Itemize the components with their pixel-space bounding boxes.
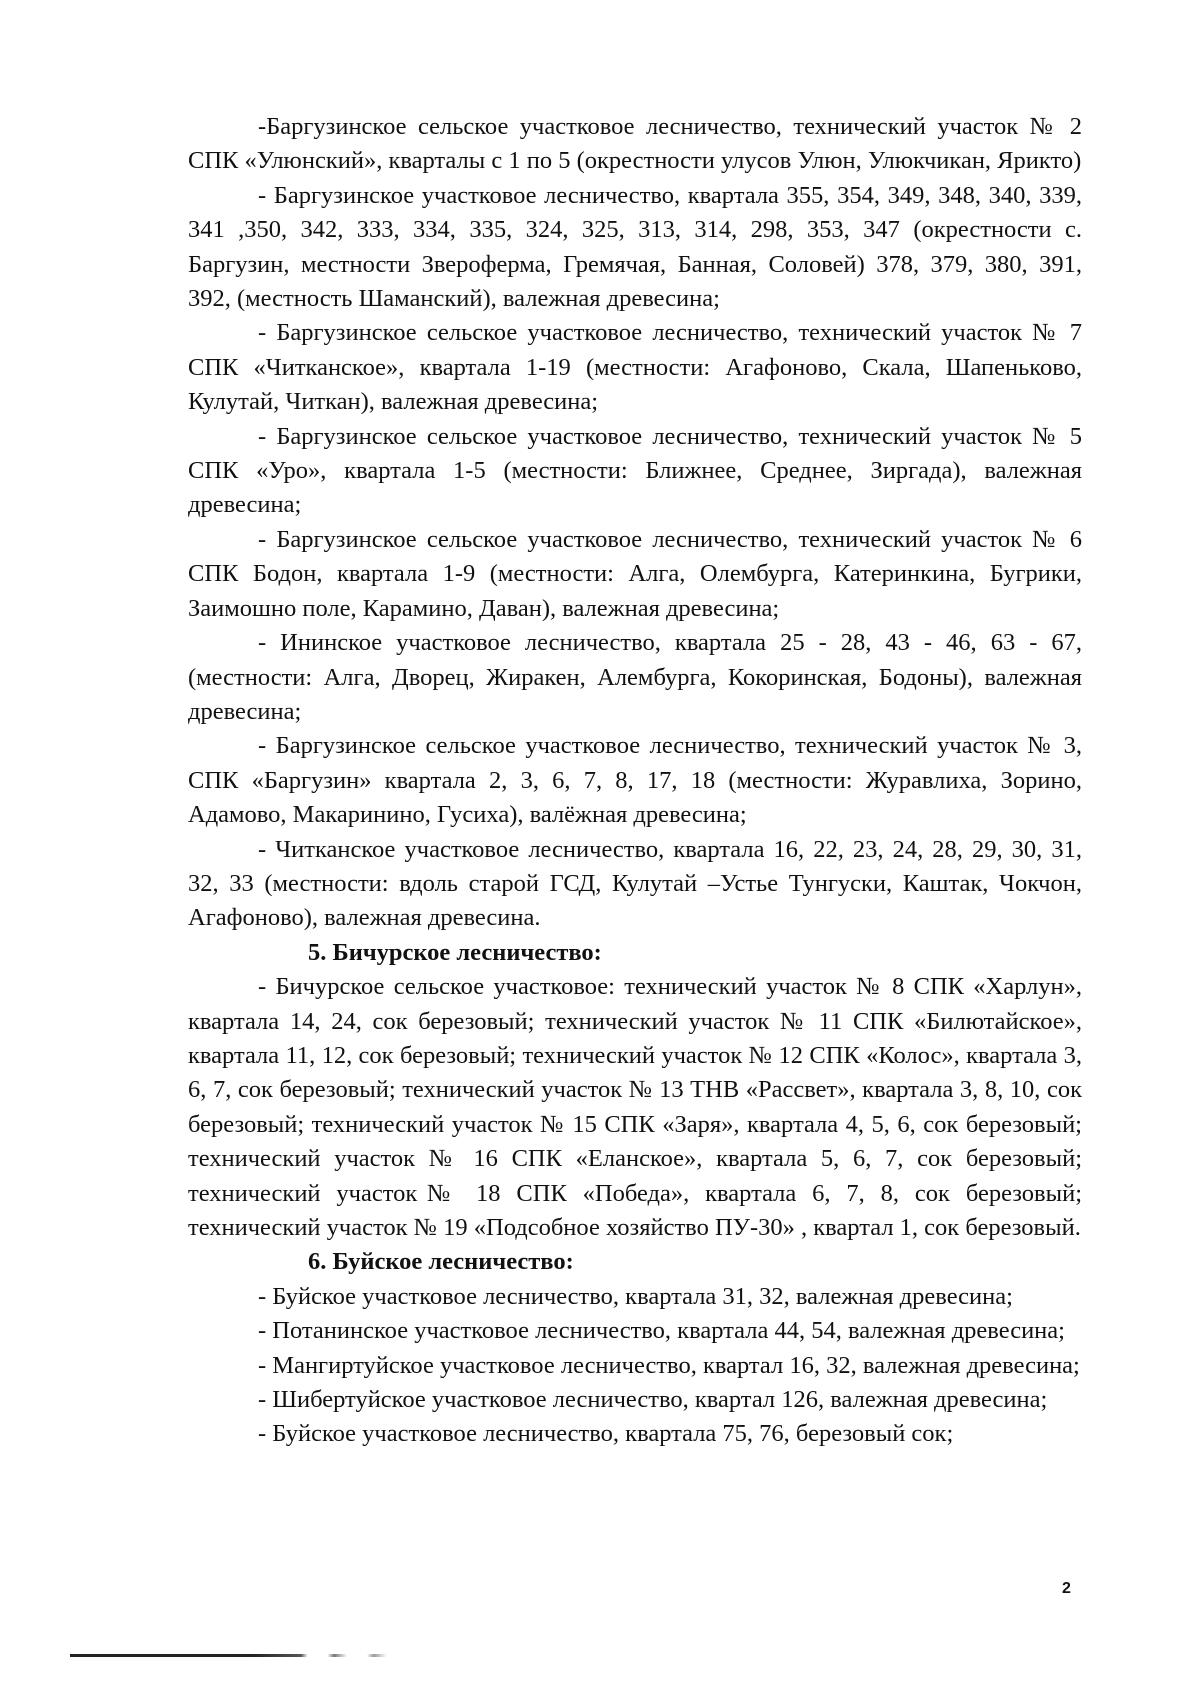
paragraph-chitkan: - Читканское участковое лесничество, квартала 16, 22, 23, 24, 28, 29, 30, 31, 32, 33 (местности: вдоль старой ГСД, Кулутай –Устье Тунгуски, Каштак, Чокчон, Агафоново), валежная древесина. — [188, 835, 1082, 932]
paragraph-barguzin-quarters: - Баргузинское участковое лесничество, квартала 355, 354, 349, 348, 340, 339, 341 ,350, 342, 333, 334, 335, 324, 325, 313, 314, 298, 353, 347 (окрестности с. Баргузин, местности Звероферма, Гремячая, Банная, Соловей) 378, 379, 380, 391, 392, (местность Шаманский), валежная древесина; — [188, 181, 1082, 313]
page-number: 2 — [1062, 1580, 1071, 1597]
paragraph-potanino: - Потанинское участковое лесничество, квартала 44, 54, валежная древесина; — [258, 1317, 1065, 1345]
paragraph-shibertuy: - Шибертуйское участковое лесничество, квартал 126, валежная древесина; — [258, 1386, 1048, 1414]
paragraph-bichur: - Бичурское сельское участковое: технический участок № 8 СПК «Харлун», квартала 14, 24, сок березовый; технический участок № 11 СПК «Билютайское», квартала 11, 12, сок березовый; технический участок № 12 СПК «Колос», квартала 3, 6, 7, сок березовый; технический участок № 13 ТНВ «Рассвет», квартала 3, 8, 10, сок березовый; технический участок № 15 СПК «Заря», квартала 4, 5, 6, сок березовый; технический участок № 16 СПК «Еланское», квартала 5, 6, 7, сок березовый; технический участок№ 18 СПК «Победа», квартала 6, 7, 8, сок березовый; технический участок № 19 «Подсобное хозяйство ПУ-30» , квартал 1, сок березовый. — [188, 973, 1082, 1241]
scan-artifact-line — [70, 1654, 400, 1657]
paragraph-buy-1: - Буйское участковое лесничество, квартала 31, 32, валежная древесина; — [258, 1282, 1013, 1310]
paragraph-barguzin-rural-bodon: - Баргузинское сельское участковое лесничество, технический участок № 6 СПК Бодон, квартала 1-9 (местности: Алга, Олембурга, Катеринкина, Бугрики, Заимошно поле, Карамино, Даван), валежная древесина; — [188, 525, 1082, 622]
document-body — [188, 110, 1082, 1452]
paragraph-mangirtuy: - Мангиртуйское участковое лесничество, квартал 16, 32, валежная древесина; — [258, 1351, 1080, 1379]
section-heading-bichur: 5. Бичурское лесничество: — [308, 938, 602, 966]
paragraph-barguzin-rural-ulyun: -Баргузинское сельское участковое лесничество, технический участок № 2 СПК «Улюнский», кварталы с 1 по 5 (окрестности улусов Улюн, Улюкчикан, Ярикто) — [188, 113, 1082, 175]
paragraph-ininsk: - Ининское участковое лесничество, квартала 25 - 28, 43 - 46, 63 - 67, (местности: Алга, Дворец, Жиракен, Алембурга, Кокоринская, Бодоны), валежная древесина; — [188, 629, 1082, 725]
paragraph-buy-2: - Буйское участковое лесничество, квартала 75, 76, березовый сок; — [258, 1420, 954, 1448]
paragraph-barguzin-rural-uro: - Баргузинское сельское участковое лесничество, технический участок № 5 СПК «Уро», квартала 1-5 (местности: Ближнее, Среднее, Зиргада), валежная древесина; — [188, 422, 1082, 519]
section-heading-buy: 6. Буйское лесничество: — [308, 1248, 574, 1276]
paragraph-barguzin-rural-barguzin: - Баргузинское сельское участковое лесничество, технический участок № 3, СПК «Баргузин» квартала 2, 3, 6, 7, 8, 17, 18 (местности: Журавлиха, Зорино, Адамово, Макаринино, Гусиха), валёжная древесина; — [188, 732, 1082, 829]
paragraph-barguzin-rural-chitkan: - Баргузинское сельское участковое лесничество, технический участок № 7 СПК «Читканское», квартала 1-19 (местности: Агафоново, Скала, Шапеньково, Кулутай, Читкан), валежная древесина; — [188, 319, 1082, 416]
